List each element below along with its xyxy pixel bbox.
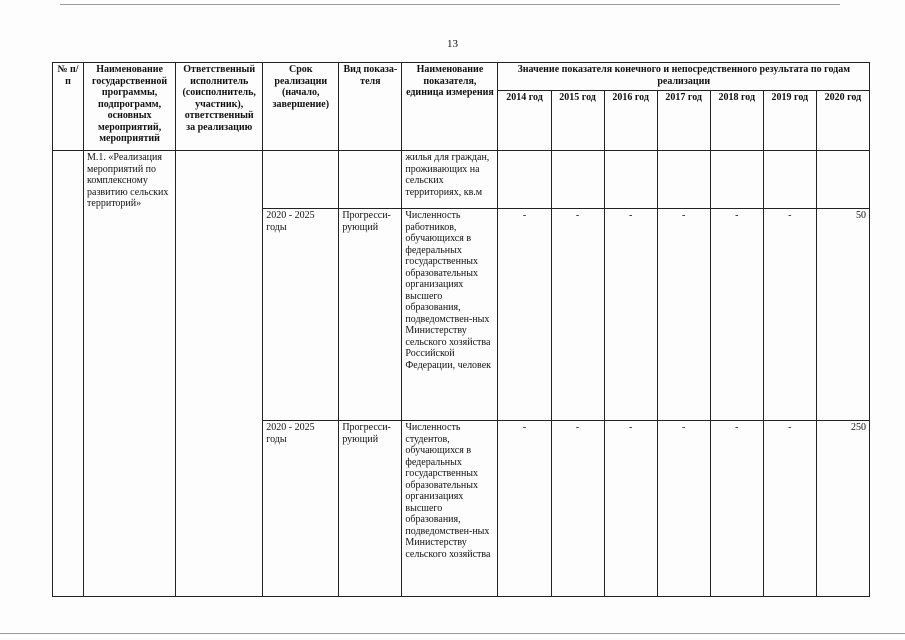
- scan-artifact-bottom: [0, 633, 905, 634]
- cell-value: -: [657, 421, 710, 597]
- cell-value: -: [710, 421, 763, 597]
- col-header-indicator: Наименование показателя, единица измерения: [402, 63, 498, 151]
- cell-value: -: [763, 209, 816, 421]
- cell-value: -: [551, 209, 604, 421]
- col-header-year: 2015 год: [551, 91, 604, 151]
- col-header-year: 2018 год: [710, 91, 763, 151]
- cell-value: -: [498, 421, 551, 597]
- indicators-table: [52, 62, 870, 597]
- page-number: 13: [447, 38, 458, 50]
- col-header-program: Наименование государственной программы, подпрограмм, основных мероприятий, мероприятий: [84, 63, 176, 151]
- cell-value: [763, 151, 816, 209]
- cell-indicator: жилья для граждан, проживающих на сельских территориях, кв.м: [402, 151, 498, 209]
- table-row: [53, 151, 870, 209]
- cell-term: 2020 - 2025 годы: [263, 209, 339, 421]
- col-header-year: 2014 год: [498, 91, 551, 151]
- cell-value: -: [551, 421, 604, 597]
- cell-type: Прогресси-рующий: [339, 421, 402, 597]
- col-header-executor: Ответственный исполнитель (соисполнитель, участник), ответственный за реализацию: [176, 63, 263, 151]
- cell-term: 2020 - 2025 годы: [263, 421, 339, 597]
- cell-value: -: [604, 421, 657, 597]
- cell-type: [339, 151, 402, 209]
- col-header-num: № п/п: [53, 63, 84, 151]
- cell-value: -: [710, 209, 763, 421]
- cell-value: 250: [816, 421, 869, 597]
- cell-value: [816, 151, 869, 209]
- cell-value: -: [498, 209, 551, 421]
- cell-value: [657, 151, 710, 209]
- cell-value: [551, 151, 604, 209]
- cell-value: 50: [816, 209, 869, 421]
- cell-activity: М.1. «Реализация мероприятий по комплексному развитию сельских территорий»: [84, 151, 176, 597]
- col-header-type: Вид показа-теля: [339, 63, 402, 151]
- header-row: [53, 63, 870, 91]
- cell-indicator: Численность работников, обучающихся в федеральных государственных образовательных организациях высшего образования, подведомствен-ных Министерству сельского хозяйства Российской Федерации, человек: [402, 209, 498, 421]
- col-header-term: Срок реализации (начало, завершение): [263, 63, 339, 151]
- cell-executor: [176, 151, 263, 597]
- col-header-values-group: Значение показателя конечного и непосредственного результата по годам реализации: [498, 63, 870, 91]
- cell-type: Прогресси-рующий: [339, 209, 402, 421]
- col-header-year: 2016 год: [604, 91, 657, 151]
- cell-value: [604, 151, 657, 209]
- cell-value: -: [657, 209, 710, 421]
- cell-term: [263, 151, 339, 209]
- cell-value: -: [604, 209, 657, 421]
- cell-value: [498, 151, 551, 209]
- cell-value: -: [763, 421, 816, 597]
- col-header-year: 2020 год: [816, 91, 869, 151]
- col-header-year: 2019 год: [763, 91, 816, 151]
- col-header-year: 2017 год: [657, 91, 710, 151]
- cell-value: [710, 151, 763, 209]
- scan-artifact-top: [60, 4, 840, 5]
- cell-num: [53, 151, 84, 597]
- cell-indicator: Численность студентов, обучающихся в федеральных государственных образовательных организациях высшего образования, подведомствен-ных Министерству сельского хозяйства: [402, 421, 498, 597]
